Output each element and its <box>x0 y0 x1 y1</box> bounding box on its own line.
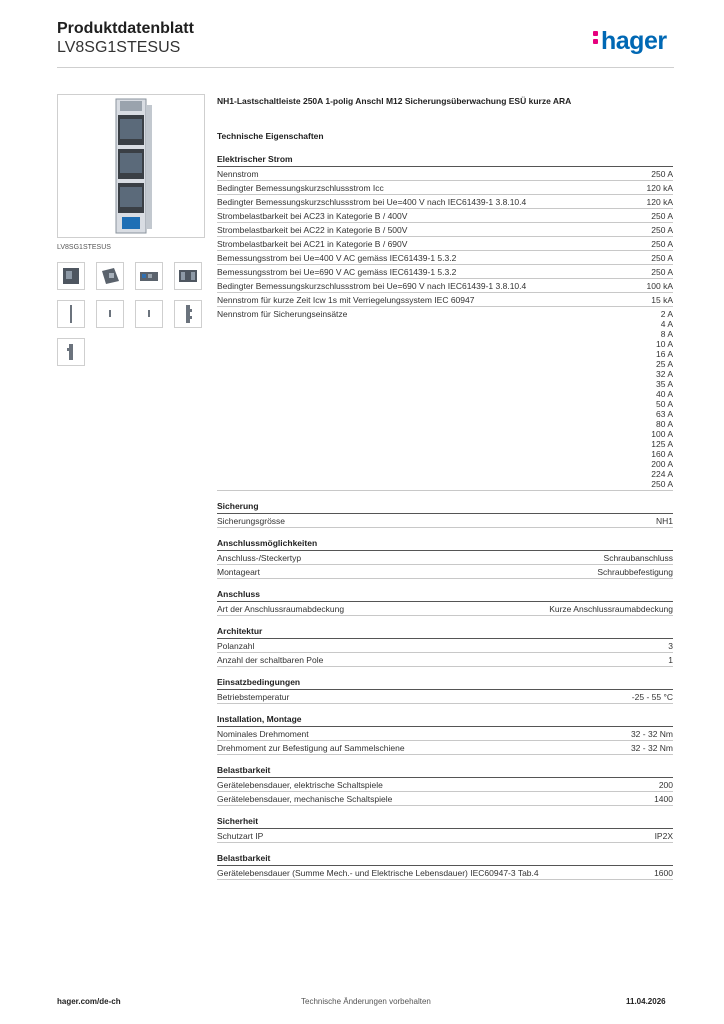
spec-row <box>217 167 673 181</box>
spec-row <box>217 639 673 653</box>
spec-row <box>217 514 673 528</box>
spec-value: 63 A <box>655 408 673 419</box>
spec-label: Anzahl der schaltbaren Pole <box>217 654 324 665</box>
spec-group-title: Sicherung <box>217 500 673 514</box>
spec-row <box>217 602 673 616</box>
spec-row <box>217 307 673 491</box>
spec-value: 4 A <box>660 318 673 329</box>
spec-label: Bedingter Bemessungskurzschlussstrom bei Ue=690 V nach IEC61439-1 3.8.10.4 <box>217 280 527 291</box>
spec-label: Anschluss-/Steckertyp <box>217 552 302 563</box>
spec-value: 80 A <box>655 418 673 429</box>
header-divider <box>57 67 674 68</box>
spec-value: 100 A <box>651 428 673 439</box>
section-title: Technische Eigenschaften <box>217 131 324 141</box>
spec-row <box>217 727 673 741</box>
spec-row <box>217 829 673 843</box>
spec-value: 224 A <box>651 468 673 479</box>
spec-label: Bemessungsstrom bei Ue=690 V AC gemäss IEC61439-1 5.3.2 <box>217 266 457 277</box>
spec-value: 25 A <box>655 358 673 369</box>
spec-value: 100 kA <box>646 280 673 291</box>
product-main-image[interactable] <box>57 94 205 238</box>
spec-value: 250 A <box>651 224 673 235</box>
thumbnail-5[interactable] <box>57 300 85 328</box>
spec-label: Betriebstemperatur <box>217 691 290 702</box>
spec-value: 250 A <box>651 210 673 221</box>
product-code: LV8SG1STESUS <box>57 39 181 56</box>
footer-date: 11.04.2026 <box>626 997 666 1006</box>
thumbnail-3[interactable] <box>135 262 163 290</box>
spec-value: 1600 <box>654 867 673 878</box>
spec-value: 250 A <box>651 478 673 489</box>
spec-label: Strombelastbarkeit bei AC23 in Kategorie B / 400V <box>217 210 408 221</box>
spec-label: Art der Anschlussraumabdeckung <box>217 603 345 614</box>
spec-label: Drehmoment zur Befestigung auf Sammelschiene <box>217 742 405 753</box>
spec-row <box>217 237 673 251</box>
spec-value: Schraubbefestigung <box>597 566 673 577</box>
spec-row <box>217 690 673 704</box>
spec-row <box>217 209 673 223</box>
thumbnail-1[interactable] <box>57 262 85 290</box>
spec-value: Kurze Anschlussraumabdeckung <box>549 603 673 614</box>
spec-label: Nominales Drehmoment <box>217 728 309 739</box>
spec-label: Bemessungsstrom bei Ue=400 V AC gemäss IEC61439-1 5.3.2 <box>217 252 457 263</box>
spec-row <box>217 293 673 307</box>
spec-value: 125 A <box>651 438 673 449</box>
spec-group-title: Anschluss <box>217 588 673 602</box>
spec-row <box>217 866 673 880</box>
hager-logo <box>593 26 667 56</box>
spec-value: -25 - 55 °C <box>631 691 673 702</box>
spec-value: 16 A <box>655 348 673 359</box>
footer-note: Technische Änderungen vorbehalten <box>301 997 431 1006</box>
spec-label: Schutzart IP <box>217 830 264 841</box>
spec-table <box>217 153 673 880</box>
spec-label: Gerätelebensdauer, mechanische Schaltspiele <box>217 793 393 804</box>
spec-value: 40 A <box>655 388 673 399</box>
spec-value: 250 A <box>651 252 673 263</box>
spec-label: Bedingter Bemessungskurzschlussstrom bei Ue=400 V nach IEC61439-1 3.8.10.4 <box>217 196 527 207</box>
spec-value: Schraubanschluss <box>603 552 673 563</box>
spec-group-title: Belastbarkeit <box>217 852 673 866</box>
spec-group-title: Belastbarkeit <box>217 764 673 778</box>
spec-label: Nennstrom <box>217 168 259 179</box>
spec-value: 120 kA <box>646 196 673 207</box>
fuse-strip-image <box>58 95 204 237</box>
spec-row <box>217 551 673 565</box>
spec-row <box>217 265 673 279</box>
thumbnail-6[interactable] <box>96 300 124 328</box>
spec-group-title: Installation, Montage <box>217 713 673 727</box>
spec-row <box>217 778 673 792</box>
spec-value: 3 <box>668 640 673 651</box>
logo-dots-icon <box>593 28 599 47</box>
spec-value: 35 A <box>655 378 673 389</box>
spec-row <box>217 792 673 806</box>
spec-value: 250 A <box>651 168 673 179</box>
logo-text: hager <box>601 27 667 55</box>
spec-group-title: Elektrischer Strom <box>217 153 673 167</box>
thumbnail-9[interactable] <box>57 338 85 366</box>
spec-label: Sicherungsgrösse <box>217 515 286 526</box>
spec-label: Montageart <box>217 566 260 577</box>
spec-row <box>217 251 673 265</box>
spec-row <box>217 741 673 755</box>
spec-label: Bedingter Bemessungskurzschlussstrom Icc <box>217 182 384 193</box>
image-caption: LV8SG1STESUS <box>57 244 111 251</box>
page-title: Produktdatenblatt <box>57 20 194 37</box>
spec-value: 50 A <box>655 398 673 409</box>
thumbnail-4[interactable] <box>174 262 202 290</box>
spec-value: 1 <box>668 654 673 665</box>
spec-row <box>217 181 673 195</box>
spec-value: 120 kA <box>646 182 673 193</box>
spec-label: Nennstrom für Sicherungseinsätze <box>217 308 348 319</box>
spec-label: Strombelastbarkeit bei AC22 in Kategorie B / 500V <box>217 224 408 235</box>
spec-group-title: Sicherheit <box>217 815 673 829</box>
spec-value: IP2X <box>654 830 673 841</box>
spec-group-title: Architektur <box>217 625 673 639</box>
spec-value: 1400 <box>654 793 673 804</box>
spec-label: Gerätelebensdauer, elektrische Schaltspiele <box>217 779 383 790</box>
spec-label: Nennstrom für kurze Zeit Icw 1s mit Verriegelungssystem IEC 60947 <box>217 294 475 305</box>
spec-value: 10 A <box>655 338 673 349</box>
spec-value: 32 A <box>655 368 673 379</box>
spec-row <box>217 565 673 579</box>
spec-row <box>217 653 673 667</box>
spec-group-title: Einsatzbedingungen <box>217 676 673 690</box>
spec-label: Polanzahl <box>217 640 255 651</box>
spec-value: 32 - 32 Nm <box>630 728 673 739</box>
spec-value: NH1 <box>655 515 673 526</box>
spec-label: Gerätelebensdauer (Summe Mech.- und Elektrische Lebensdauer) IEC60947-3 Tab.4 <box>217 867 539 878</box>
spec-value: 160 A <box>651 448 673 459</box>
spec-group-title: Anschlussmöglichkeiten <box>217 537 673 551</box>
spec-row <box>217 195 673 209</box>
spec-row <box>217 223 673 237</box>
spec-value: 8 A <box>660 328 673 339</box>
thumbnail-7[interactable] <box>135 300 163 328</box>
product-title: NH1-Lastschaltleiste 250A 1-polig Anschl M12 Sicherungsüberwachung ESÜ kurze ARA <box>217 96 572 106</box>
spec-label: Strombelastbarkeit bei AC21 in Kategorie B / 690V <box>217 238 408 249</box>
spec-value: 2 A <box>660 308 673 319</box>
spec-value: 15 kA <box>651 294 673 305</box>
footer-website[interactable]: hager.com/de-ch <box>57 997 121 1006</box>
spec-row <box>217 279 673 293</box>
spec-value: 250 A <box>651 266 673 277</box>
thumbnail-2[interactable] <box>96 262 124 290</box>
spec-value-list <box>651 309 673 489</box>
spec-value: 200 A <box>651 458 673 469</box>
thumbnail-8[interactable] <box>174 300 202 328</box>
spec-value: 32 - 32 Nm <box>630 742 673 753</box>
spec-value: 250 A <box>651 238 673 249</box>
spec-value: 200 <box>658 779 673 790</box>
